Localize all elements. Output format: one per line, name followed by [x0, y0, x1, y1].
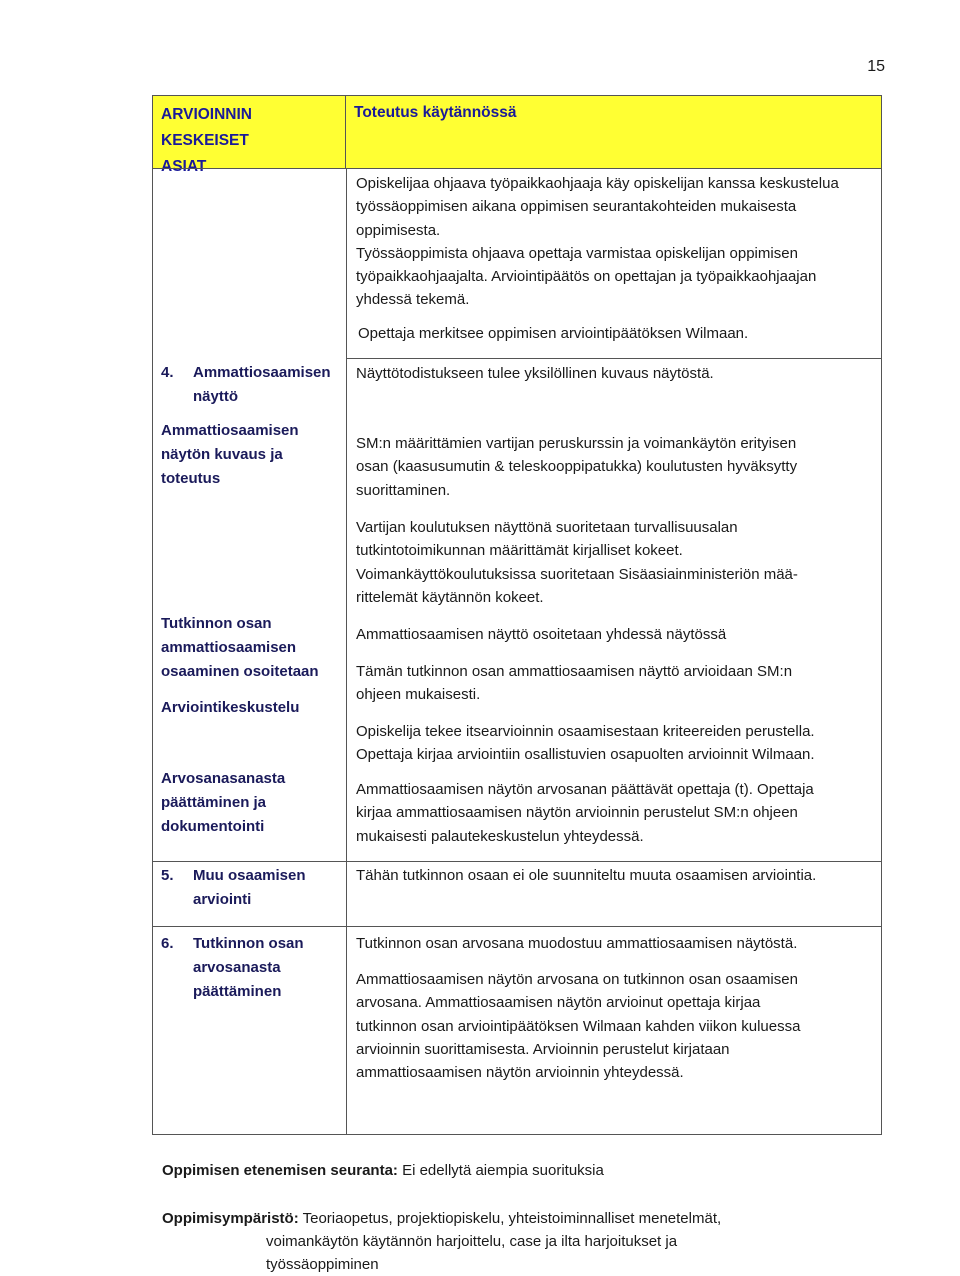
row-divider — [346, 358, 881, 359]
header-key-topics — [153, 96, 346, 175]
assessment-table — [152, 95, 882, 1135]
footer-learning-environment — [162, 1207, 862, 1276]
footer-progress-text: Ei edellytä aiempia suorituksia — [402, 1162, 604, 1179]
footer-env-label: Oppimisympäristö: — [162, 1210, 299, 1227]
section-5-title: Muu osaamisen arviointi — [193, 867, 306, 908]
intro-wilma-note: Opettaja merkitsee oppimisen arviointipäätöksen Wilmaan. — [358, 325, 749, 342]
section-4-number: 4. — [161, 364, 174, 381]
row-divider — [153, 926, 881, 927]
column-divider — [346, 168, 347, 1134]
section-4-text-grade-decision: Ammattiosaamisen näytön arvosanan päättävät opettaja (t). Opettaja kirjaa ammattiosaamisen näytön arvioinnin perustelut SM:n ohjeen mukaisesti palautekeskustelun yhteydessä. — [356, 781, 814, 845]
section-5-number: 5. — [161, 867, 174, 884]
header-left-label: ARVIOINNIN KESKEISET ASIAT — [161, 106, 253, 175]
section-5-text: Tähän tutkinnon osaan ei ole suunniteltu muuta osaamisen arviointia. — [356, 867, 817, 884]
header-right-label: Toteutus käytännössä — [354, 104, 517, 121]
section-4-text-sm-guidance: Tämän tutkinnon osan ammattiosaamisen näyttö arvioidaan SM:n ohjeen mukaisesti. — [356, 663, 793, 704]
section-4-text-self-assessment: Opiskelija tekee itsearvioinnin osaamisestaan kriteereiden perustella. Opettaja kirjaa arviointiin osallistuvien osapuolten arvioinnit Wilmaan. — [356, 723, 815, 764]
section-4-text-exams: Vartijan koulutuksen näyttönä suoritetaan turvallisuusalan tutkintotoimikunnan määrittämät kirjalliset kokeet. Voimankäyttökoulutuksissa suoritetaan Sisäasiainministeriön mää- rittelemät käytännön kokeet. — [356, 519, 798, 606]
intro-paragraph: Opiskelijaa ohjaava työpaikkaohjaaja käy opiskelijan kanssa keskustelua työssäoppimisen aikana oppimisen seurantakohteiden mukaisesta oppimisesta. Työssäoppimista ohjaava opettaja varmistaa opiskelijan oppimisen työpaikkaohjaajalta. Arviointipäätös on opettajan ja työpaikkaohjaajan yhdessä tekemä. — [356, 175, 839, 309]
footer-progress-label: Oppimisen etenemisen seuranta: — [162, 1162, 398, 1179]
row-divider — [153, 861, 881, 862]
section-6-number: 6. — [161, 935, 174, 952]
footer-progress — [162, 1159, 604, 1182]
section-4-subtitle-description: Ammattiosaamisen näytön kuvaus ja toteutus — [161, 422, 299, 487]
header-implementation — [346, 96, 881, 168]
section-6-text-grade-record: Ammattiosaamisen näytön arvosana on tutkinnon osan osaamisen arvosana. Ammattiosaamisen näytön arvioinut opettaja kirjaa tutkinnon osan arviointipäätöksen Wilmaan kahden viikon kuluessa arvioinnin suorittamisesta. Arvioinnin perustelut kirjataan ammattiosaamisen näytön arvioinnin yhteydessä. — [356, 971, 801, 1082]
page-number: 15 — [867, 58, 885, 75]
footer-env-line1: Teoriaopetus, projektiopiskelu, yhteistoiminnalliset menetelmät, — [302, 1210, 722, 1227]
footer-env-line3: työssäoppiminen — [266, 1256, 379, 1273]
section-4-text-certificate: Näyttötodistukseen tulee yksilöllinen kuvaus näytöstä. — [356, 365, 714, 382]
section-6-text-grade-source: Tutkinnon osan arvosana muodostuu ammattiosaamisen näytöstä. — [356, 935, 798, 952]
section-4-text-single-demo: Ammattiosaamisen näyttö osoitetaan yhdessä näytössä — [356, 626, 727, 643]
section-4-title: Ammattiosaamisen näyttö — [193, 364, 331, 405]
section-4-subtitle-discussion: Arviointikeskustelu — [161, 699, 300, 716]
row-divider — [153, 168, 881, 169]
section-6-title: Tutkinnon osan arvosanasta päättäminen — [193, 935, 304, 1000]
footer-env-line2: voimankäytön käytännön harjoittelu, case ja ilta harjoitukset ja — [266, 1233, 678, 1250]
section-4-subtitle-demonstrated: Tutkinnon osan ammattiosaamisen osaaminen osoitetaan — [161, 615, 319, 680]
section-4-subtitle-grading: Arvosanasanasta päättäminen ja dokumentointi — [161, 770, 286, 835]
section-4-text-courses: SM:n määrittämien vartijan peruskurssin ja voimankäytön erityisen osan (kaasusumutin & teleskooppipatukka) koulutusten hyväksytty suorittaminen. — [356, 435, 798, 499]
